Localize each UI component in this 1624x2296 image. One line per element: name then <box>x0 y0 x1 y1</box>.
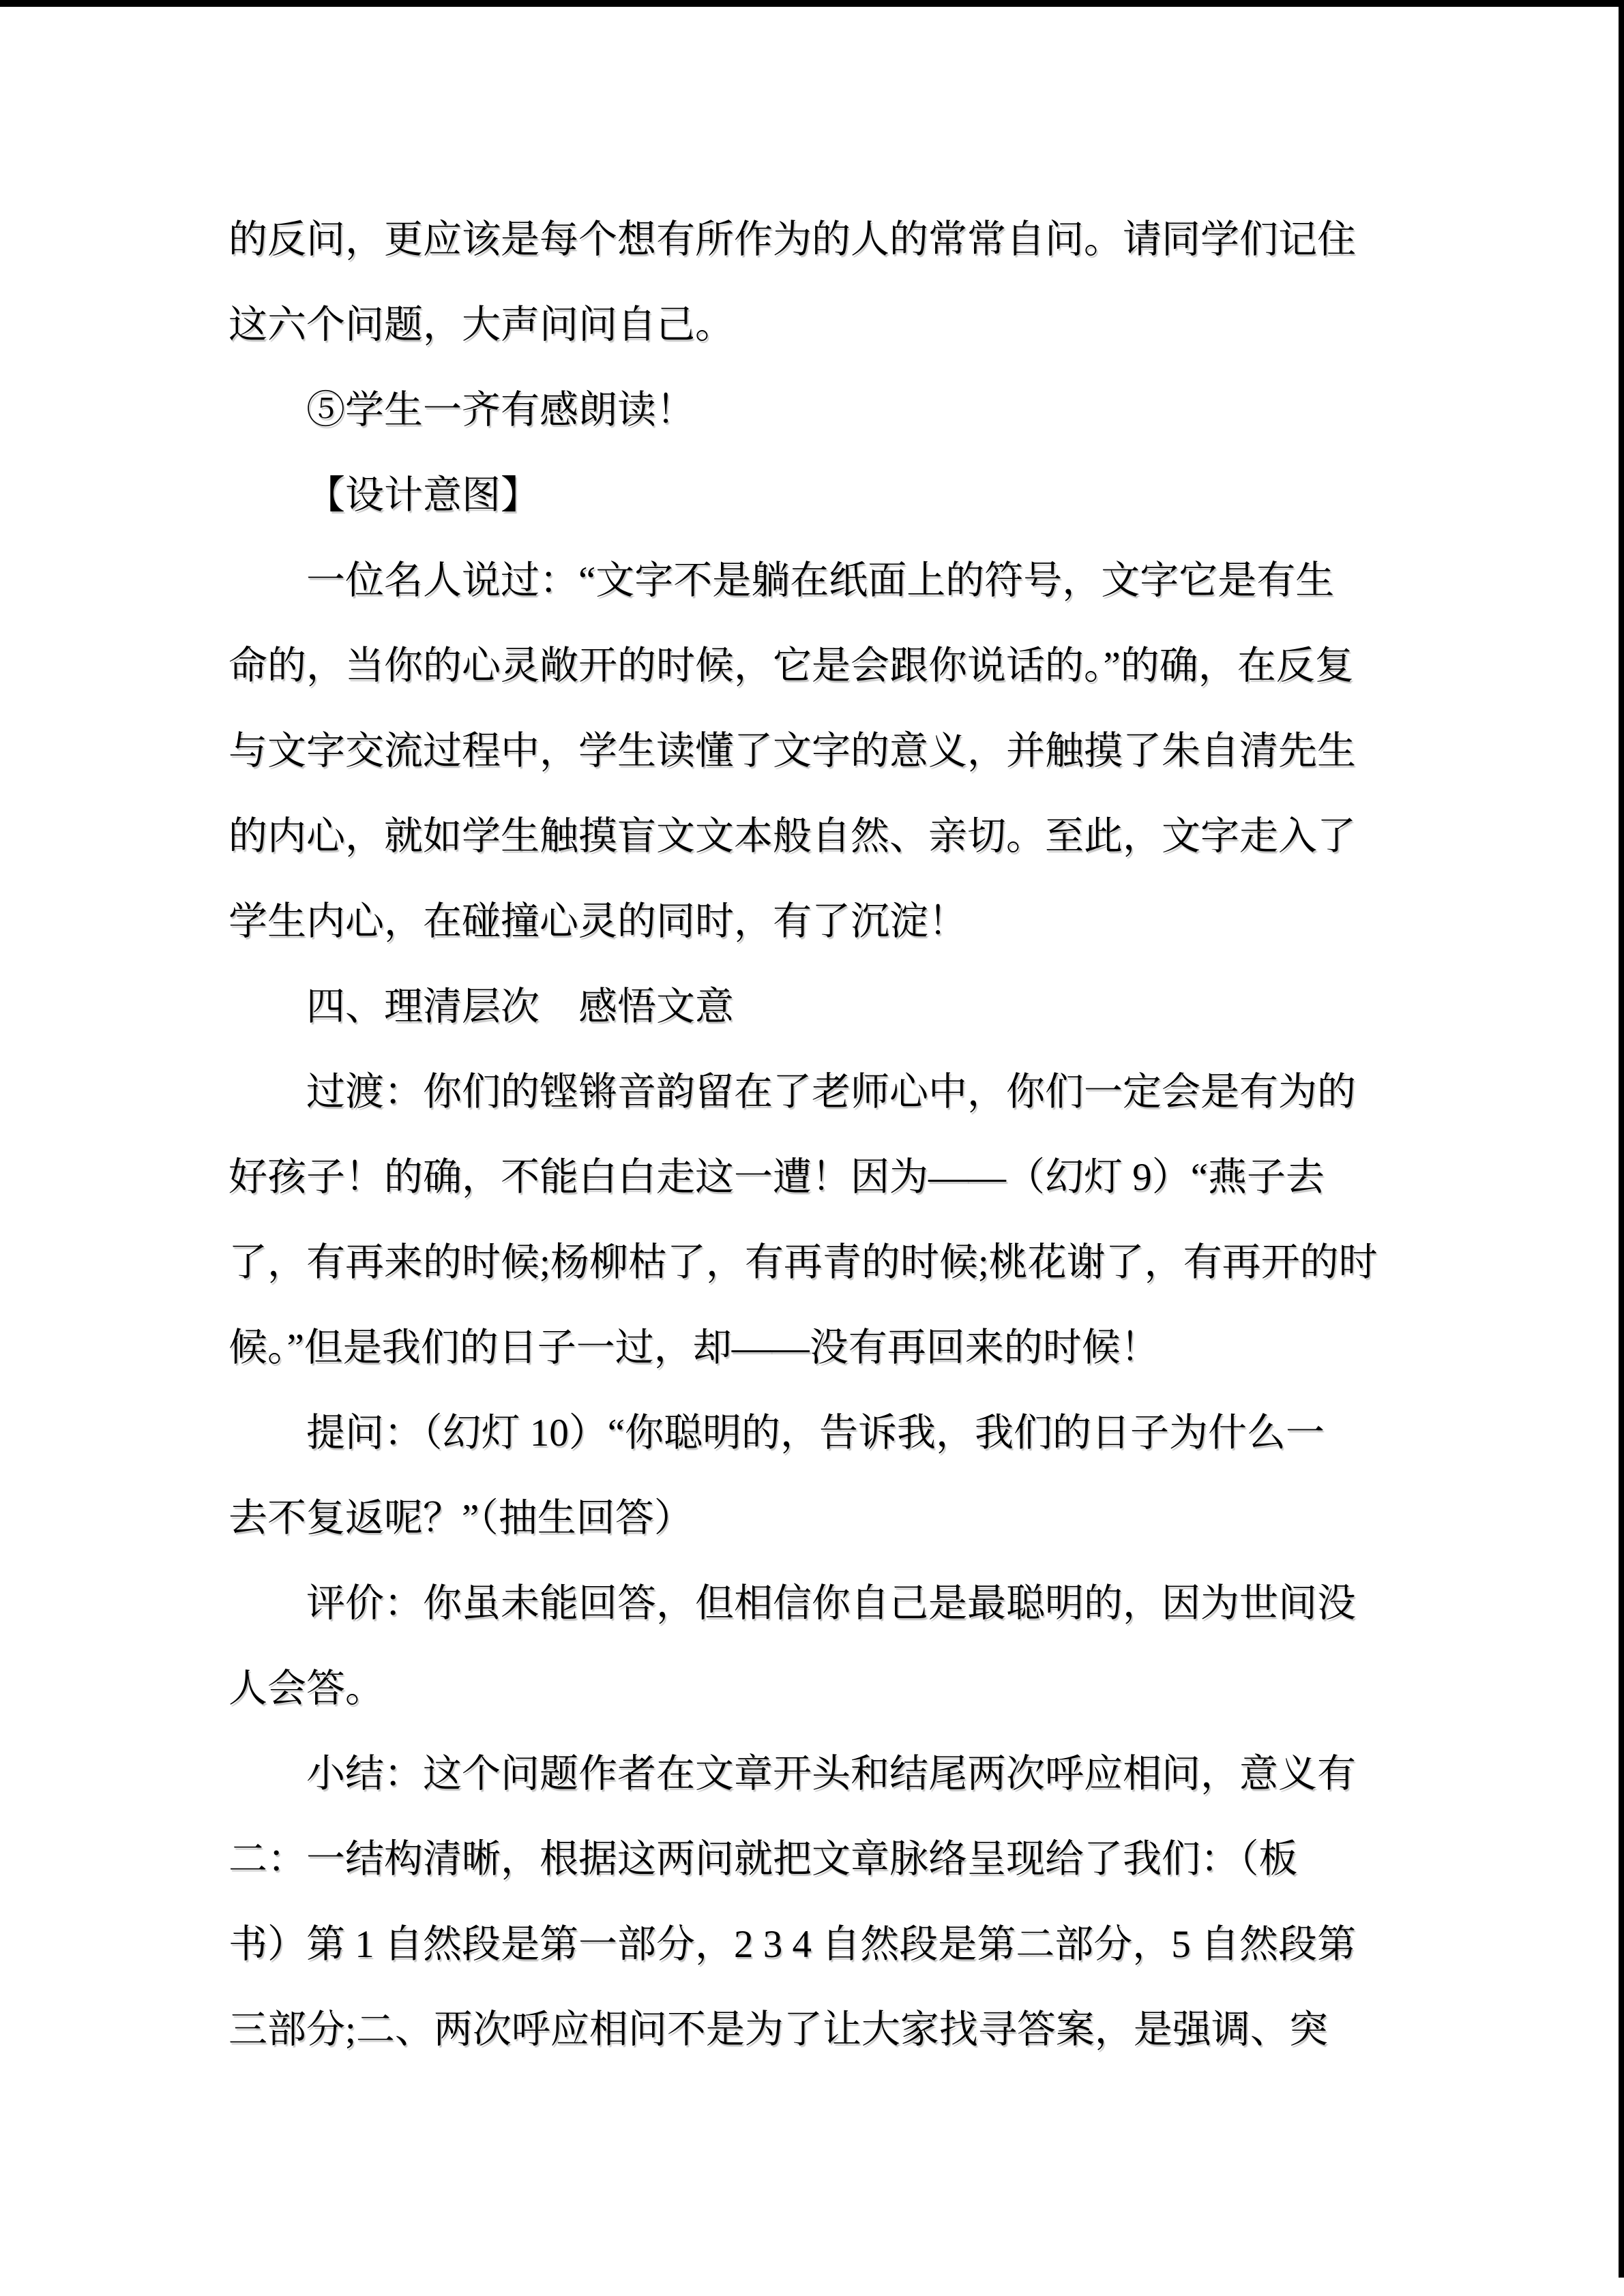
text-line: 三部分;二、两次呼应相问不是为了让大家找寻答案，是强调、突 <box>228 2008 1328 2051</box>
text-line: 去不复返呢？”（抽生回答） <box>228 1497 693 1540</box>
text-line: 过渡：你们的铿锵音韵留在了老师心中，你们一定会是有为的 <box>306 1071 1356 1114</box>
text-line: 提问：（幻灯 10）“你聪明的，告诉我，我们的日子为什么一 <box>306 1412 1325 1455</box>
scan-artifact-right-bar <box>1619 0 1624 2278</box>
text-line: ⑤学生一齐有感朗读！ <box>306 389 695 432</box>
text-line: 的反问，更应该是每个想有所作为的人的常常自问。请同学们记住 <box>228 218 1356 261</box>
text-line: 一位名人说过：“文字不是躺在纸面上的符号，文字它是有生 <box>306 559 1335 602</box>
text-line: 了，有再来的时候;杨柳枯了，有再青的时候;桃花谢了，有再开的时 <box>228 1241 1378 1284</box>
text-line: 候。”但是我们的日子一过，却——没有再回来的时候！ <box>228 1326 1160 1369</box>
text-line: 书）第 1 自然段是第一部分，2 3 4 自然段是第二部分，5 自然段第 <box>228 1923 1356 1966</box>
text-line: 好孩子！的确，不能白白走这一遭！因为——（幻灯 9）“燕子去 <box>228 1156 1325 1199</box>
text-line: 评价：你虽未能回答，但相信你自己是最聪明的，因为世间没 <box>306 1582 1356 1625</box>
scan-artifact-top-bar <box>0 0 1624 7</box>
text-line: 这六个问题，大声问问自己。 <box>228 303 734 346</box>
text-block <box>228 197 1398 2072</box>
text-line: 小结：这个问题作者在文章开头和结尾两次呼应相问，意义有 <box>306 1753 1356 1795</box>
text-line: 与文字交流过程中，学生读懂了文字的意义，并触摸了朱自清先生 <box>228 730 1356 773</box>
text-line: 的内心，就如学生触摸盲文文本般自然、亲切。至此，文字走入了 <box>228 815 1356 858</box>
text-line: 学生内心，在碰撞心灵的同时，有了沉淀！ <box>228 900 967 943</box>
text-line: 二：一结构清晰，根据这两问就把文章脉络呈现给了我们：（板 <box>228 1838 1298 1881</box>
text-line: 四、理清层次 感悟文意 <box>306 985 734 1028</box>
text-line: 【设计意图】 <box>306 474 540 517</box>
text-line: 人会答。 <box>228 1667 384 1710</box>
text-line: 命的，当你的心灵敞开的时候，它是会跟你说话的。”的确，在反复 <box>228 644 1354 687</box>
